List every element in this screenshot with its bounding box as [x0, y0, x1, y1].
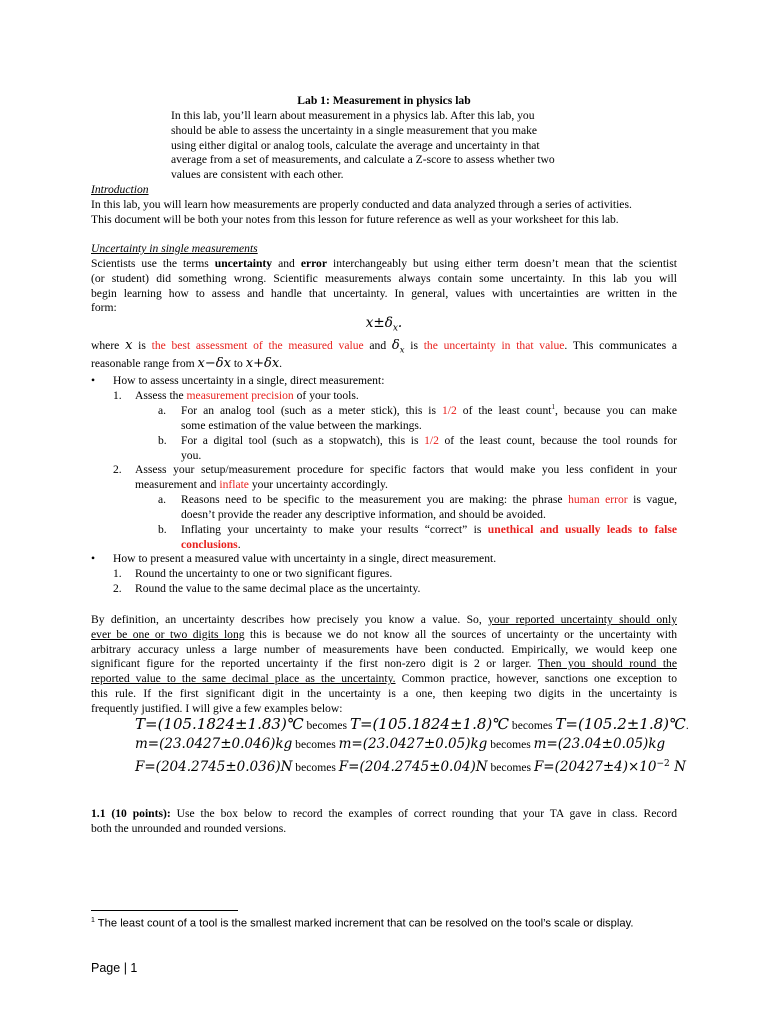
question-1-1: 1.1 (10 points): Use the box below to record the examples of correct rounding that your TA gave in class. Record both the unrounded and rounded versions.	[91, 807, 677, 835]
list-number: 1.	[113, 389, 122, 402]
bullet-point: •	[91, 552, 96, 565]
example-force: F=(204.2745±0.036)N becomes F=(204.2745±0.04)N becomes $F=(20427\pm 4)\times 10^{-2}$ N	[135, 758, 686, 775]
intro-line: In this lab, you will learn how measurements are properly conducted and data analyzed through a series of activities.	[91, 198, 632, 211]
definition-paragraph: By definition, an uncertainty describes how precisely you know a value. So, your reported uncertainty should only ever be one or two digits long this is because we do not know all the sources of uncertainty or the uncertainty with arbitrary accuracy unless a large number of measurements have been conducted. Empirically, we would keep one significant figure for the reported uncertainty if the first non-zero digit is 2 or larger. Then you should round the reported value to the same decimal place as the uncertainty. Common practice, however, sanctions one exception to this rule. If the first significant digit in the uncertainty is a one, then keeping two digits in the uncertainty is frequently justified. I will give a few examples below:	[91, 613, 677, 715]
abstract-line: values are consistent with each other.	[171, 168, 344, 182]
uncertainty-heading: Uncertainty in single measurements	[91, 242, 258, 255]
best-assessment-phrase: the best assessment of the measured value	[151, 339, 364, 352]
page-footer: Page | 1	[91, 961, 138, 975]
introduction-text	[91, 198, 681, 228]
example-temperature: T=(105.1824±1.83)℃ becomes T=(105.1824±1.8)℃ becomes T=(105.2±1.8)℃.	[135, 715, 689, 733]
list-item-assess: How to assess uncertainty in a single, direct measurement:	[113, 374, 385, 387]
abstract-line: using either digital or analog tools, calculate the average and uncertainty in that	[171, 138, 540, 152]
abstract-line: In this lab, you’ll learn about measurement in a physics lab. After this lab, you	[171, 109, 535, 122]
list-number: 1.	[113, 567, 122, 580]
list-letter: b.	[158, 523, 167, 536]
page-label: Page	[91, 961, 121, 975]
uncertainty-paragraph	[91, 257, 677, 316]
list-item-present: How to present a measured value with uncertainty in a single, direct measurement.	[113, 552, 497, 565]
abstract-line: average from a set of measurements, and calculate a Z-score to assess whether two	[171, 153, 555, 167]
term-error: error	[300, 257, 327, 270]
paragraph-line: form:	[91, 301, 117, 315]
list-item-setup: Assess your setup/measurement procedure for specific factors that would make you less confident in your measurement and inflate your uncertainty accordingly.	[135, 463, 677, 491]
uncertainty-phrase: the uncertainty in that value	[423, 339, 565, 352]
page-title: Lab 1: Measurement in physics lab	[297, 94, 471, 107]
list-number: 2.	[113, 463, 122, 476]
list-item-precision: Assess the measurement precision of your tools.	[135, 389, 359, 402]
list-item-round-value: Round the value to the same decimal place as the uncertainty.	[135, 582, 421, 595]
paragraph-line: (or student) did something wrong. Scientific measurements always contain some uncertainty. In this lab you will	[91, 271, 677, 285]
footnote: $^1$ The least count of a tool is the smallest marked increment that can be resolved on the tool’s scale or display.	[91, 917, 634, 930]
where-line: where x is the best assessment of the measured value and $\delta_x$ is the uncertainty in that value. This communicates a	[91, 338, 678, 356]
list-item-reasons: Reasons need to be specific to the measurement you are making: the phrase human error is vague, doesn’t provide the reader any descriptive information, and should be avoided.	[181, 493, 677, 521]
range-line: reasonable range from x−δx to x+δx.	[91, 356, 283, 371]
list-item-analog: For an analog tool (such as a meter stick), this is 1/2 of the least count$^1$, because you can make some estimation of the value between the markings.	[181, 403, 677, 432]
intro-line: This document will be both your notes from this lesson for future reference as well as your worksheet for this lab.	[91, 212, 619, 226]
footnote-divider	[91, 910, 238, 911]
list-letter: a.	[158, 404, 167, 417]
introduction-heading: Introduction	[91, 183, 149, 196]
list-item-inflating: Inflating your uncertainty to make your results “correct” is unethical and usually leads to false conclusions.	[181, 523, 677, 551]
abstract-line: should be able to assess the uncertainty in a single measurement that you make	[171, 123, 538, 137]
term-uncertainty: uncertainty	[214, 257, 273, 270]
page-number: 1	[130, 961, 138, 975]
list-letter: a.	[158, 493, 167, 506]
paragraph-line: begin learning how to assess and handle that uncertainty. In general, values with uncertainties are written in the	[91, 286, 677, 300]
paragraph-line: Scientists use the terms uncertainty and error interchangeably but using either term doesn’t mean that the scientist	[91, 257, 678, 270]
list-item-round-uncertainty: Round the uncertainty to one or two significant figures.	[135, 567, 393, 580]
list-item-digital: For a digital tool (such as a stopwatch), this is 1/2 of the least count, because the tool rounds for you.	[181, 434, 677, 462]
uncertainty-formula: $x\pm\delta_x$.	[365, 315, 403, 334]
list-number: 2.	[113, 582, 122, 595]
abstract	[171, 109, 591, 183]
example-mass: m=(23.0427±0.046)kg becomes m=(23.0427±0.05)kg becomes m=(23.04±0.05)kg	[135, 736, 666, 752]
bullet-point: •	[91, 374, 96, 387]
question-label: 1.1 (10 points):	[91, 807, 171, 820]
list-letter: b.	[158, 434, 167, 447]
